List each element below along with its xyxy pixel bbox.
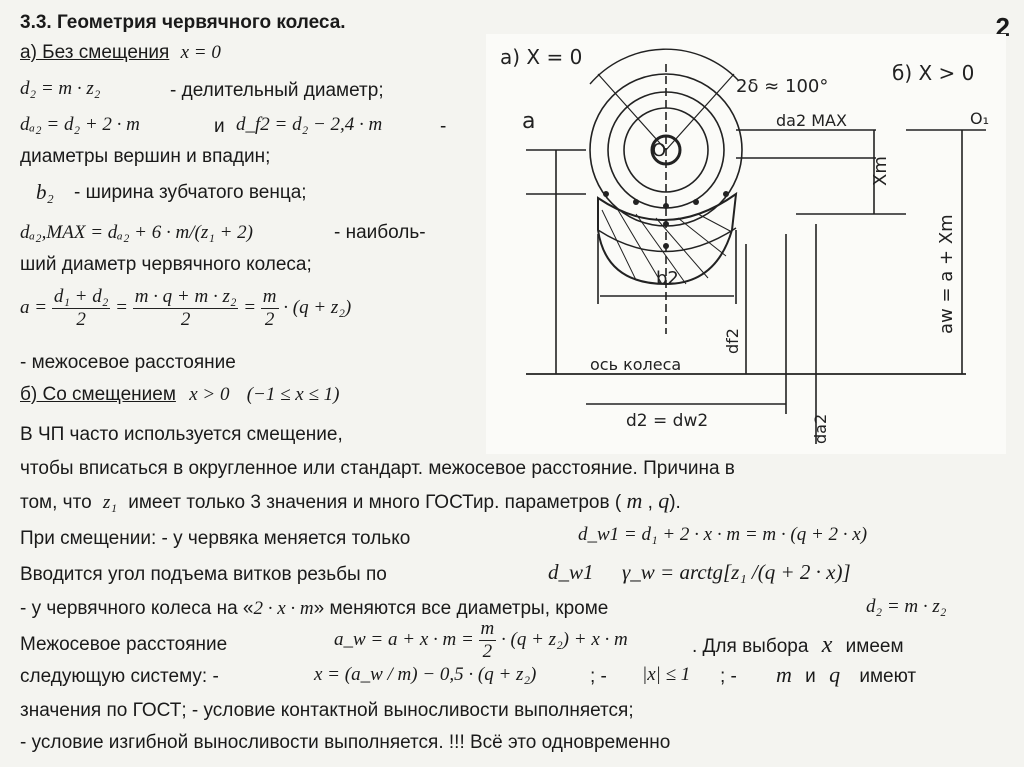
drawing-o-label: O <box>652 140 667 161</box>
section-b-label: б) Со смещением x > 0 (−1 ≤ x ≤ 1) <box>20 384 340 405</box>
df2-formula: d_f2 = d₂ − 2,4 · m <box>236 114 383 135</box>
line-worm: При смещении: - у червяка меняется только <box>20 528 411 549</box>
b2-description: - ширина зубчатого венца; <box>74 182 307 203</box>
drawing-xm-label: Xm <box>870 156 891 186</box>
x-formula: x = (a_w / m) − 0,5 · (q + z₂) <box>314 664 537 685</box>
d2-equation: d₂ = m · z₂ <box>866 596 947 617</box>
center-distance-formula: a = $\frac{\text{d₁ + d₂}}{2}$ = $\frac{\text{m · q + m · z₂}}{2}$ = $\frac{m}{2}$ · (q + z₂) <box>20 286 352 330</box>
drawing-a-label: a <box>522 109 536 134</box>
b2-symbol: b₂ <box>36 180 54 204</box>
aw-formula: a_w = a + x · m = $\frac{m}{2}$ · (q + z₂) + x · m <box>334 618 628 662</box>
drawing-angle-label: 2δ ≈ 100° <box>736 76 829 97</box>
drawing-df2-label: df2 <box>723 328 742 354</box>
dw1-symbol: d_w1 <box>548 560 594 584</box>
drawing-label-a: а) X = 0 <box>500 45 583 69</box>
drawing-da2-label: da2 <box>811 413 830 444</box>
drawing-o1-label: O₁ <box>970 109 990 128</box>
d2-formula: d₂ = m · z₂ <box>20 78 101 99</box>
line-choose: . Для выбора x имеем <box>692 632 904 658</box>
and-word: и <box>214 116 225 137</box>
d2-description: - делительный диаметр; <box>170 80 384 101</box>
angle-arc <box>590 49 738 84</box>
line-cp: В ЧП часто используется смещение, <box>20 424 343 445</box>
line-fit: чтобы вписаться в округленное или стандарт. межосевое расстояние. Причина в <box>20 458 735 479</box>
worm-wheel-drawing <box>486 34 1006 454</box>
line-wheel: - у червячного колеса на «2 · x · m» меняются все диаметры, кроме <box>20 598 609 619</box>
da2max-description-1: - наиболь- <box>334 222 426 243</box>
drawing-da2max-label: dа2 MAX <box>776 111 847 130</box>
page-number: 2 <box>995 12 1010 42</box>
dash: - <box>440 116 447 137</box>
line-gost: значения по ГОСТ; - условие контактной выносливости выполняется; <box>20 700 634 721</box>
tip-root-description: диаметры вершин и впадин; <box>20 146 271 167</box>
drawing-d2-label: d2 = dw2 <box>626 411 709 431</box>
drawing-axis-label: ось колеса <box>590 355 682 374</box>
da2max-description-2: ший диаметр червячного колеса; <box>20 254 312 275</box>
dw1-formula: d_w1 = d₁ + 2 · x · m = m · (q + 2 · x) <box>578 524 868 545</box>
line-angle: Вводится угол подъема витков резьбы по <box>20 564 387 585</box>
drawing-b2-label: b2 <box>656 268 679 289</box>
gamma-formula: γ_w = arctg[z₁ /(q + 2 · x)] <box>622 560 851 584</box>
section-a-label: а) Без смещения x = 0 <box>20 42 221 63</box>
center-distance-description: - межосевое расстояние <box>20 352 236 373</box>
mq-note: m и q имеют <box>776 662 917 687</box>
da2-formula: dₐ₂ = d₂ + 2 · m <box>20 114 140 135</box>
line-system: следующую систему: - <box>20 666 219 687</box>
section-title: 3.3. Геометрия червячного колеса. <box>20 12 346 33</box>
drawing-label-b: б) X > 0 <box>892 61 975 85</box>
line-center: Межосевое расстояние <box>20 634 228 655</box>
da2max-formula: dₐ₂,MAX = dₐ₂ + 6 · m/(z₁ + 2) <box>20 222 253 243</box>
semicolon-dash-1: ; - <box>590 666 607 687</box>
semicolon-dash-2: ; - <box>720 666 737 687</box>
abs-x-condition: |x| ≤ 1 <box>642 664 691 685</box>
line-z1: том, что z₁ имеет только 3 значения и много ГОСТир. параметров ( m , q). <box>20 488 681 513</box>
line-bending: - условие изгибной выносливости выполняется. !!! Всё это одновременно <box>20 732 671 753</box>
drawing-aw-label: aw = a + Xm <box>936 214 957 334</box>
